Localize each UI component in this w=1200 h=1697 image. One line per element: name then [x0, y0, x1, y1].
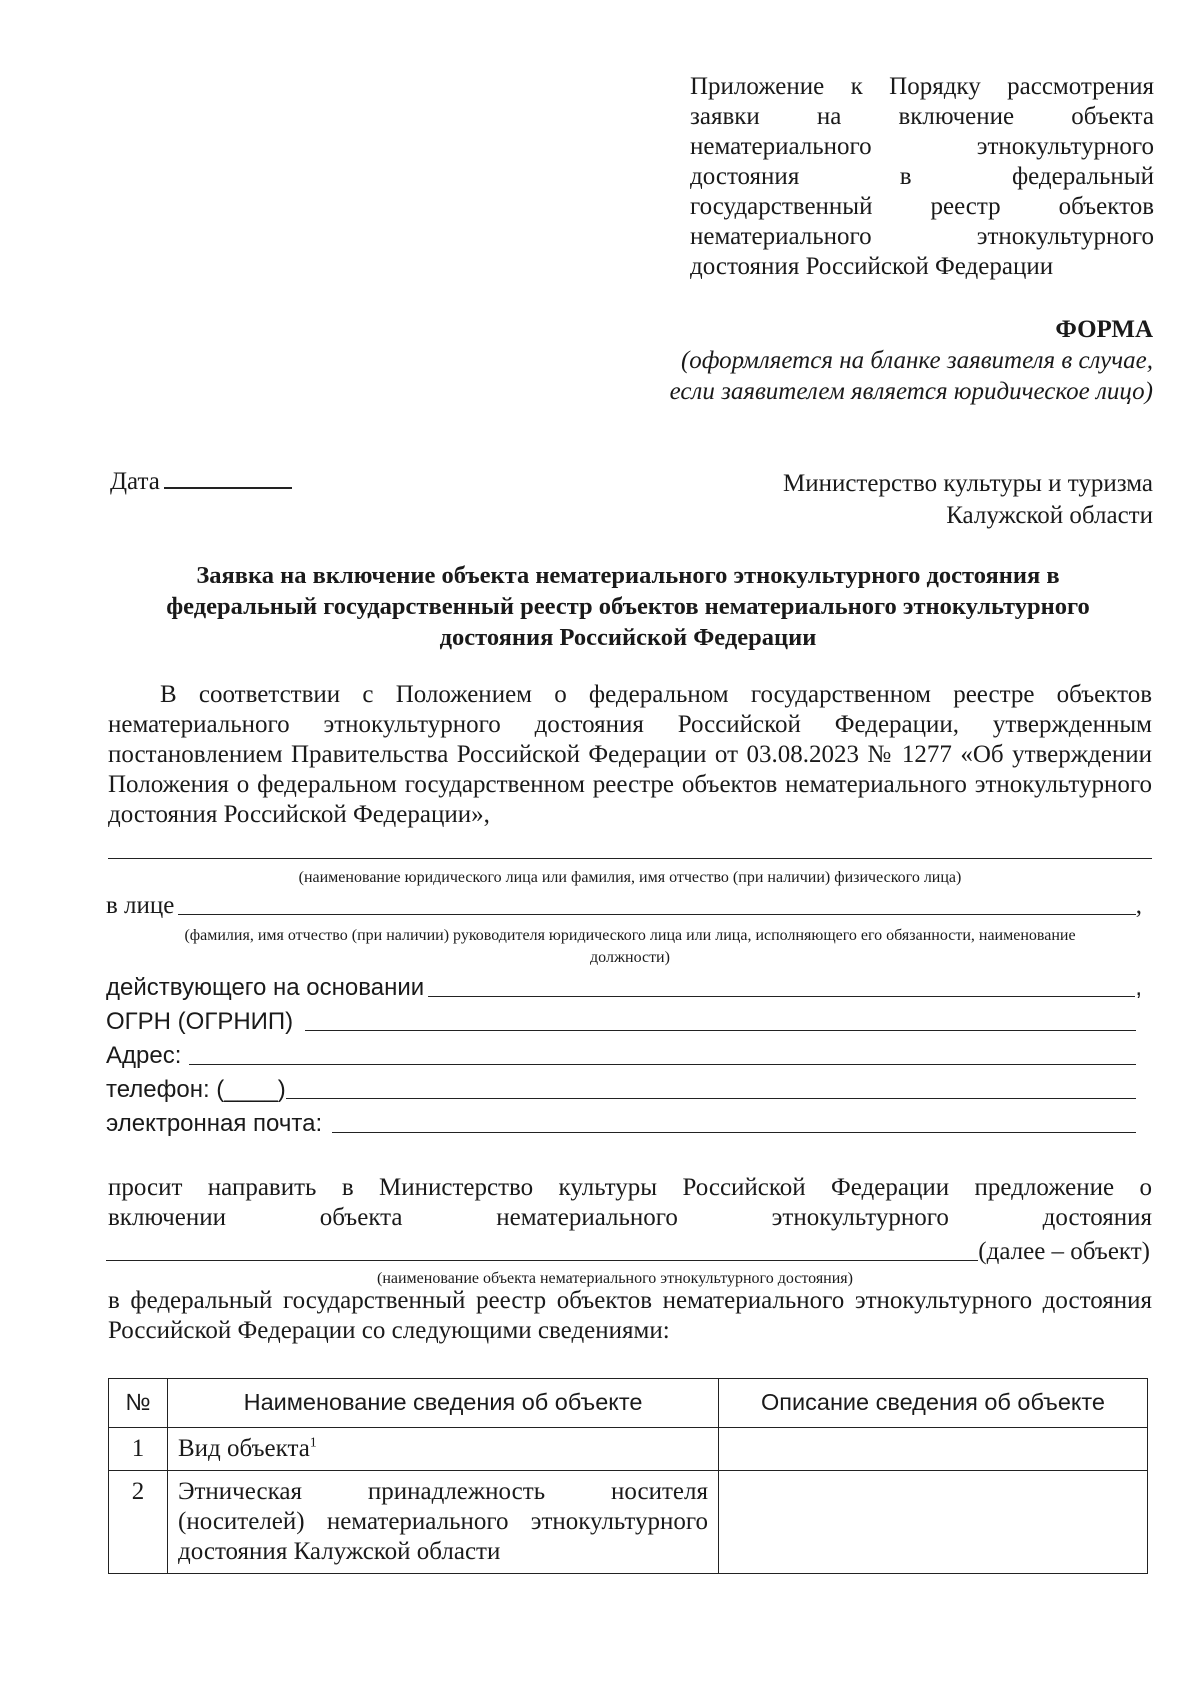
column-header-description: Описание сведения об объекте	[719, 1379, 1148, 1428]
table-row	[109, 1471, 1148, 1574]
representative-caption	[108, 925, 1152, 969]
appendix-line: Приложение к Порядку рассмотрения	[690, 73, 1154, 100]
document-title-line: достояния Российской Федерации	[439, 624, 817, 651]
row-name-text: Вид объекта	[178, 1435, 310, 1462]
email-line[interactable]	[332, 1112, 1136, 1133]
date-blank-line[interactable]	[164, 465, 292, 489]
date-label: Дата	[110, 468, 160, 495]
table-header-row	[109, 1379, 1148, 1428]
in-person-line[interactable]	[178, 894, 1135, 915]
document-title-line: федеральный государственный реестр объектов нематериального этнокультурного	[166, 593, 1090, 620]
address-label: Адрес:	[106, 1042, 182, 1069]
row-description-cell[interactable]	[719, 1428, 1148, 1471]
object-name-field	[106, 1234, 1150, 1266]
appendix-line: достояния в федеральный	[690, 163, 1154, 190]
document-title-line: Заявка на включение объекта нематериального этнокультурного достояния в	[196, 562, 1060, 589]
request-paragraph	[108, 1173, 1152, 1233]
row-name	[168, 1428, 719, 1471]
phone-line[interactable]	[286, 1078, 1136, 1099]
representative-caption-line: должности)	[590, 949, 670, 966]
comma: ,	[1135, 974, 1142, 1001]
form-note-line: если заявителем является юридическое лицо)	[669, 378, 1153, 405]
request-line: просит направить в Министерство культуры Российской Федерации предложение о	[108, 1174, 1152, 1201]
phone-label: телефон: (____)	[106, 1076, 286, 1103]
basis-field	[106, 970, 1142, 1002]
appendix-line: нематериального этнокультурного	[690, 223, 1154, 250]
row-name-line: (носителей) нематериального этнокультурного	[178, 1508, 708, 1535]
column-header-number: №	[109, 1379, 168, 1428]
basis-line[interactable]	[428, 976, 1135, 997]
object-suffix: (далее – объект)	[978, 1238, 1150, 1265]
appendix-line: нематериального этнокультурного	[690, 133, 1154, 160]
row-name-line: достояния Калужской области	[178, 1538, 501, 1565]
representative-caption-line: (фамилия, имя отчество (при наличии) руководителя юридического лица или лица, исполняющего его обязанности, наименование	[184, 927, 1076, 944]
form-title: ФОРМА	[1055, 316, 1153, 343]
address-field	[106, 1038, 1136, 1070]
ogrn-label: ОГРН (ОГРНИП)	[106, 1008, 294, 1035]
appendix-line: достояния Российской Федерации	[690, 253, 1054, 280]
column-header-name: Наименование сведения об объекте	[168, 1379, 719, 1428]
applicant-name-line[interactable]	[108, 858, 1152, 859]
intro-paragraph: В соответствии с Положением о федеральном государственном реестре объектов нематериального этнокультурного достояния Российской Федерации, утвержденным постановлением Правительства Российской Федерации от 03.08.2023 № 1277 «Об утверждении Положения о федеральном государственном реестре объектов нематериального этнокультурного достояния Российской Федерации»,	[108, 681, 1152, 828]
object-caption: (наименование объекта нематериального этнокультурного достояния)	[377, 1270, 853, 1287]
appendix-reference	[690, 72, 1154, 282]
email-field	[106, 1106, 1136, 1138]
object-info-table	[108, 1378, 1148, 1574]
row-number: 1	[109, 1428, 168, 1471]
request-text	[108, 1173, 1152, 1233]
document-title	[108, 560, 1148, 653]
row-description-cell[interactable]	[719, 1471, 1148, 1574]
registry-paragraph: в федеральный государственный реестр объектов нематериального этнокультурного достояния Российской Федерации со следующими сведениями:	[108, 1287, 1152, 1344]
row-number: 2	[109, 1471, 168, 1574]
email-label: электронная почта:	[106, 1110, 323, 1137]
form-header	[670, 314, 1153, 407]
applicant-caption: (наименование юридического лица или фамилия, имя отчество (при наличии) физического лица)	[298, 869, 962, 886]
basis-label: действующего на основании	[106, 974, 425, 1001]
in-person-label: в лице	[106, 892, 175, 919]
table-row	[109, 1428, 1148, 1471]
request-line: включении объекта нематериального этнокультурного достояния	[108, 1204, 1152, 1231]
ogrn-field	[106, 1004, 1136, 1036]
row-name	[168, 1471, 719, 1574]
appendix-line: государственный реестр объектов	[690, 193, 1154, 220]
phone-field	[106, 1072, 1136, 1104]
footnote-marker: 1	[309, 1435, 317, 1451]
form-note-line: (оформляется на бланке заявителя в случае,	[680, 347, 1153, 374]
addressee-line: Калужской области	[946, 502, 1153, 529]
in-person-field	[106, 888, 1142, 920]
object-name-line[interactable]	[106, 1240, 978, 1261]
ogrn-line[interactable]	[305, 1010, 1136, 1031]
row-name-line: Этническая принадлежность носителя	[178, 1478, 708, 1505]
addressee-line: Министерство культуры и туризма	[782, 470, 1153, 497]
appendix-line: заявки на включение объекта	[690, 103, 1154, 130]
date-field	[110, 465, 292, 496]
comma: ,	[1135, 892, 1142, 919]
address-line[interactable]	[189, 1044, 1136, 1065]
addressee	[783, 468, 1153, 532]
